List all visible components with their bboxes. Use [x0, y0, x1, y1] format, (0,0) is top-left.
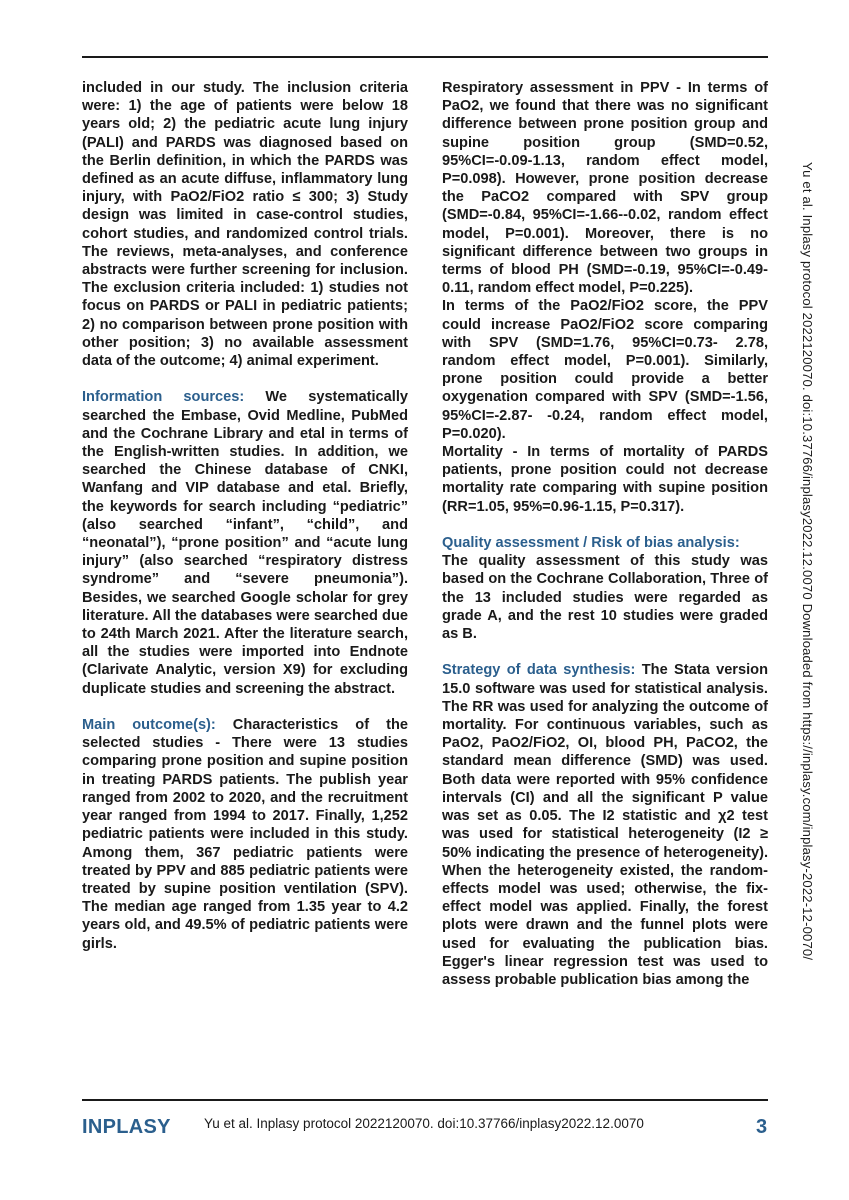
- quality-assessment-heading: Quality assessment / Risk of bias analysis:: [442, 535, 740, 552]
- data-synthesis-paragraph: [442, 661, 768, 989]
- main-outcomes-heading: Main outcome(s):: [82, 717, 216, 734]
- left-column: [82, 79, 408, 953]
- sidebar-download-notice: Yu et al. Inplasy protocol 2022120070. doi:10.37766/inplasy2022.12.0070 Downloaded from https://inplasy.com/inplasy-2022-12-0070/: [800, 162, 815, 961]
- information-sources-heading: Information sources:: [82, 389, 245, 406]
- footer-rule: [82, 1099, 768, 1101]
- mortality-paragraph: Mortality - In terms of mortality of PARDS patients, prone position could not decrease mortality rate comparing with supine position (RR=1.05, 95%=0.96-1.15, P=0.317).: [442, 444, 768, 515]
- footer-citation: Yu et al. Inplasy protocol 2022120070. doi:10.37766/inplasy2022.12.0070: [204, 1116, 644, 1131]
- page-number: 3: [756, 1116, 768, 1138]
- data-synthesis-heading: Strategy of data synthesis:: [442, 662, 636, 679]
- information-sources-text: We systematically searched the Embase, Ovid Medline, PubMed and the Cochrane Library and etal in terms of the English-written studies. In addition, we searched the Chinese database of CNKI, Wanfang and VIP database and etal. Briefly, the keywords for search including “pediatric” (also searched “infant”, “child”, and “neonatal”), “prone position” and “acute lung injury” (also searched “respiratory distress syndrome” and “severe pneumonia”). Besides, we searched Google scholar for grey literature. All the databases were searched due to 24th March 2021. After the literature search, all the studies were imported into Endnote (Clarivate Analytic, version X9) for excluding duplicate studies and screening the abstract.: [82, 389, 409, 697]
- main-outcomes-paragraph: [82, 716, 408, 953]
- data-synthesis-text: The Stata version 15.0 software was used for statistical analysis. The RR was used for analyzing the outcome of mortality. For continuous variables, such as PaO2, PaO2/FiO2, OI, blood PH, PaCO2, the standard mean difference (SMD) was used. Both data were reported with 95% confidence intervals (CI) and all the significant P value was set as 0.05. The I2 statistic and χ2 test was used for statistical heterogeneity (I2 ≥ 50% indicating the presence of heterogeneity). When the heterogeneity existed, the random-effects model was used; otherwise, the fix-effect model was applied. Finally, the forest plots were drawn and the funnel plots were used for evaluating the publication bias. Egger's linear regression test was used to assess probable publication bias among the: [442, 662, 768, 988]
- main-outcomes-text: Characteristics of the selected studies - There were 13 studies comparing prone position and supine position in treating PARDS patients. The publish year ranged from 2002 to 2020, and the recruitment year ranged from 1994 to 2017. Finally, 1,252 pediatric patients were included in this study. Among them, 367 pediatric patients were treated by PPV and 885 pediatric patients were treated by supine position ventilation (SPV). The median age ranged from 1.35 year to 4.2 years old, and 49.5% of pediatric patients were girls.: [82, 717, 408, 952]
- right-column: [442, 79, 768, 989]
- oxygenation-paragraph: In terms of the PaO2/FiO2 score, the PPV could increase PaO2/FiO2 score comparing with SPV (SMD=1.76, 95%CI=0.73- 2.78, random effect model, P=0.001). Similarly, prone position could provide a better oxygenation compared with SPV (SMD=-1.56, 95%CI=-2.87- -0.24, random effect model, P=0.020).: [442, 298, 768, 442]
- header-rule: [82, 56, 768, 58]
- inclusion-criteria-paragraph: included in our study. The inclusion criteria were: 1) the age of patients were below 18 years old; 2) the pediatric acute lung injury (PALI) and PARDS was diagnosed based on the Berlin definition, in which the PARDS was defined as an acute diffuse, inflammatory lung injury, with PaO2/FiO2 ratio ≤ 300; 3) Study design was limited in case-control studies, cohort studies, and randomized control trials. The reviews, meta-analyses, and conference abstracts were further screening for inclusion. The exclusion criteria included: 1) studies not focus on PARDS or PALI in pediatric patients; 2) no comparison between prone position with other position; 3) no available assessment data of the outcome; 4) animal experiment.: [82, 80, 408, 370]
- quality-assessment-text: The quality assessment of this study was based on the Cochrane Collaboration, Three of the 13 included studies were regarded as grade A, and the rest 10 studies were graded as B.: [442, 553, 768, 643]
- information-sources-paragraph: [82, 388, 408, 697]
- footer-brand-logo: INPLASY: [82, 1116, 171, 1138]
- respiratory-assessment-paragraph: Respiratory assessment in PPV - In terms of PaO2, we found that there was no significant difference between prone position group and supine position group (SMD=0.52, 95%CI=-0.09-1.13, random effect model, P=0.098). However, prone position decrease the PaCO2 compared with SPV group (SMD=-0.84, 95%CI=-1.66--0.02, random effect model, P=0.001). Moreover, there is no significant difference between two groups in terms of blood PH (SMD=-0.19, 95%CI=-0.49- 0.11, random effect model, P=0.225).: [442, 80, 768, 297]
